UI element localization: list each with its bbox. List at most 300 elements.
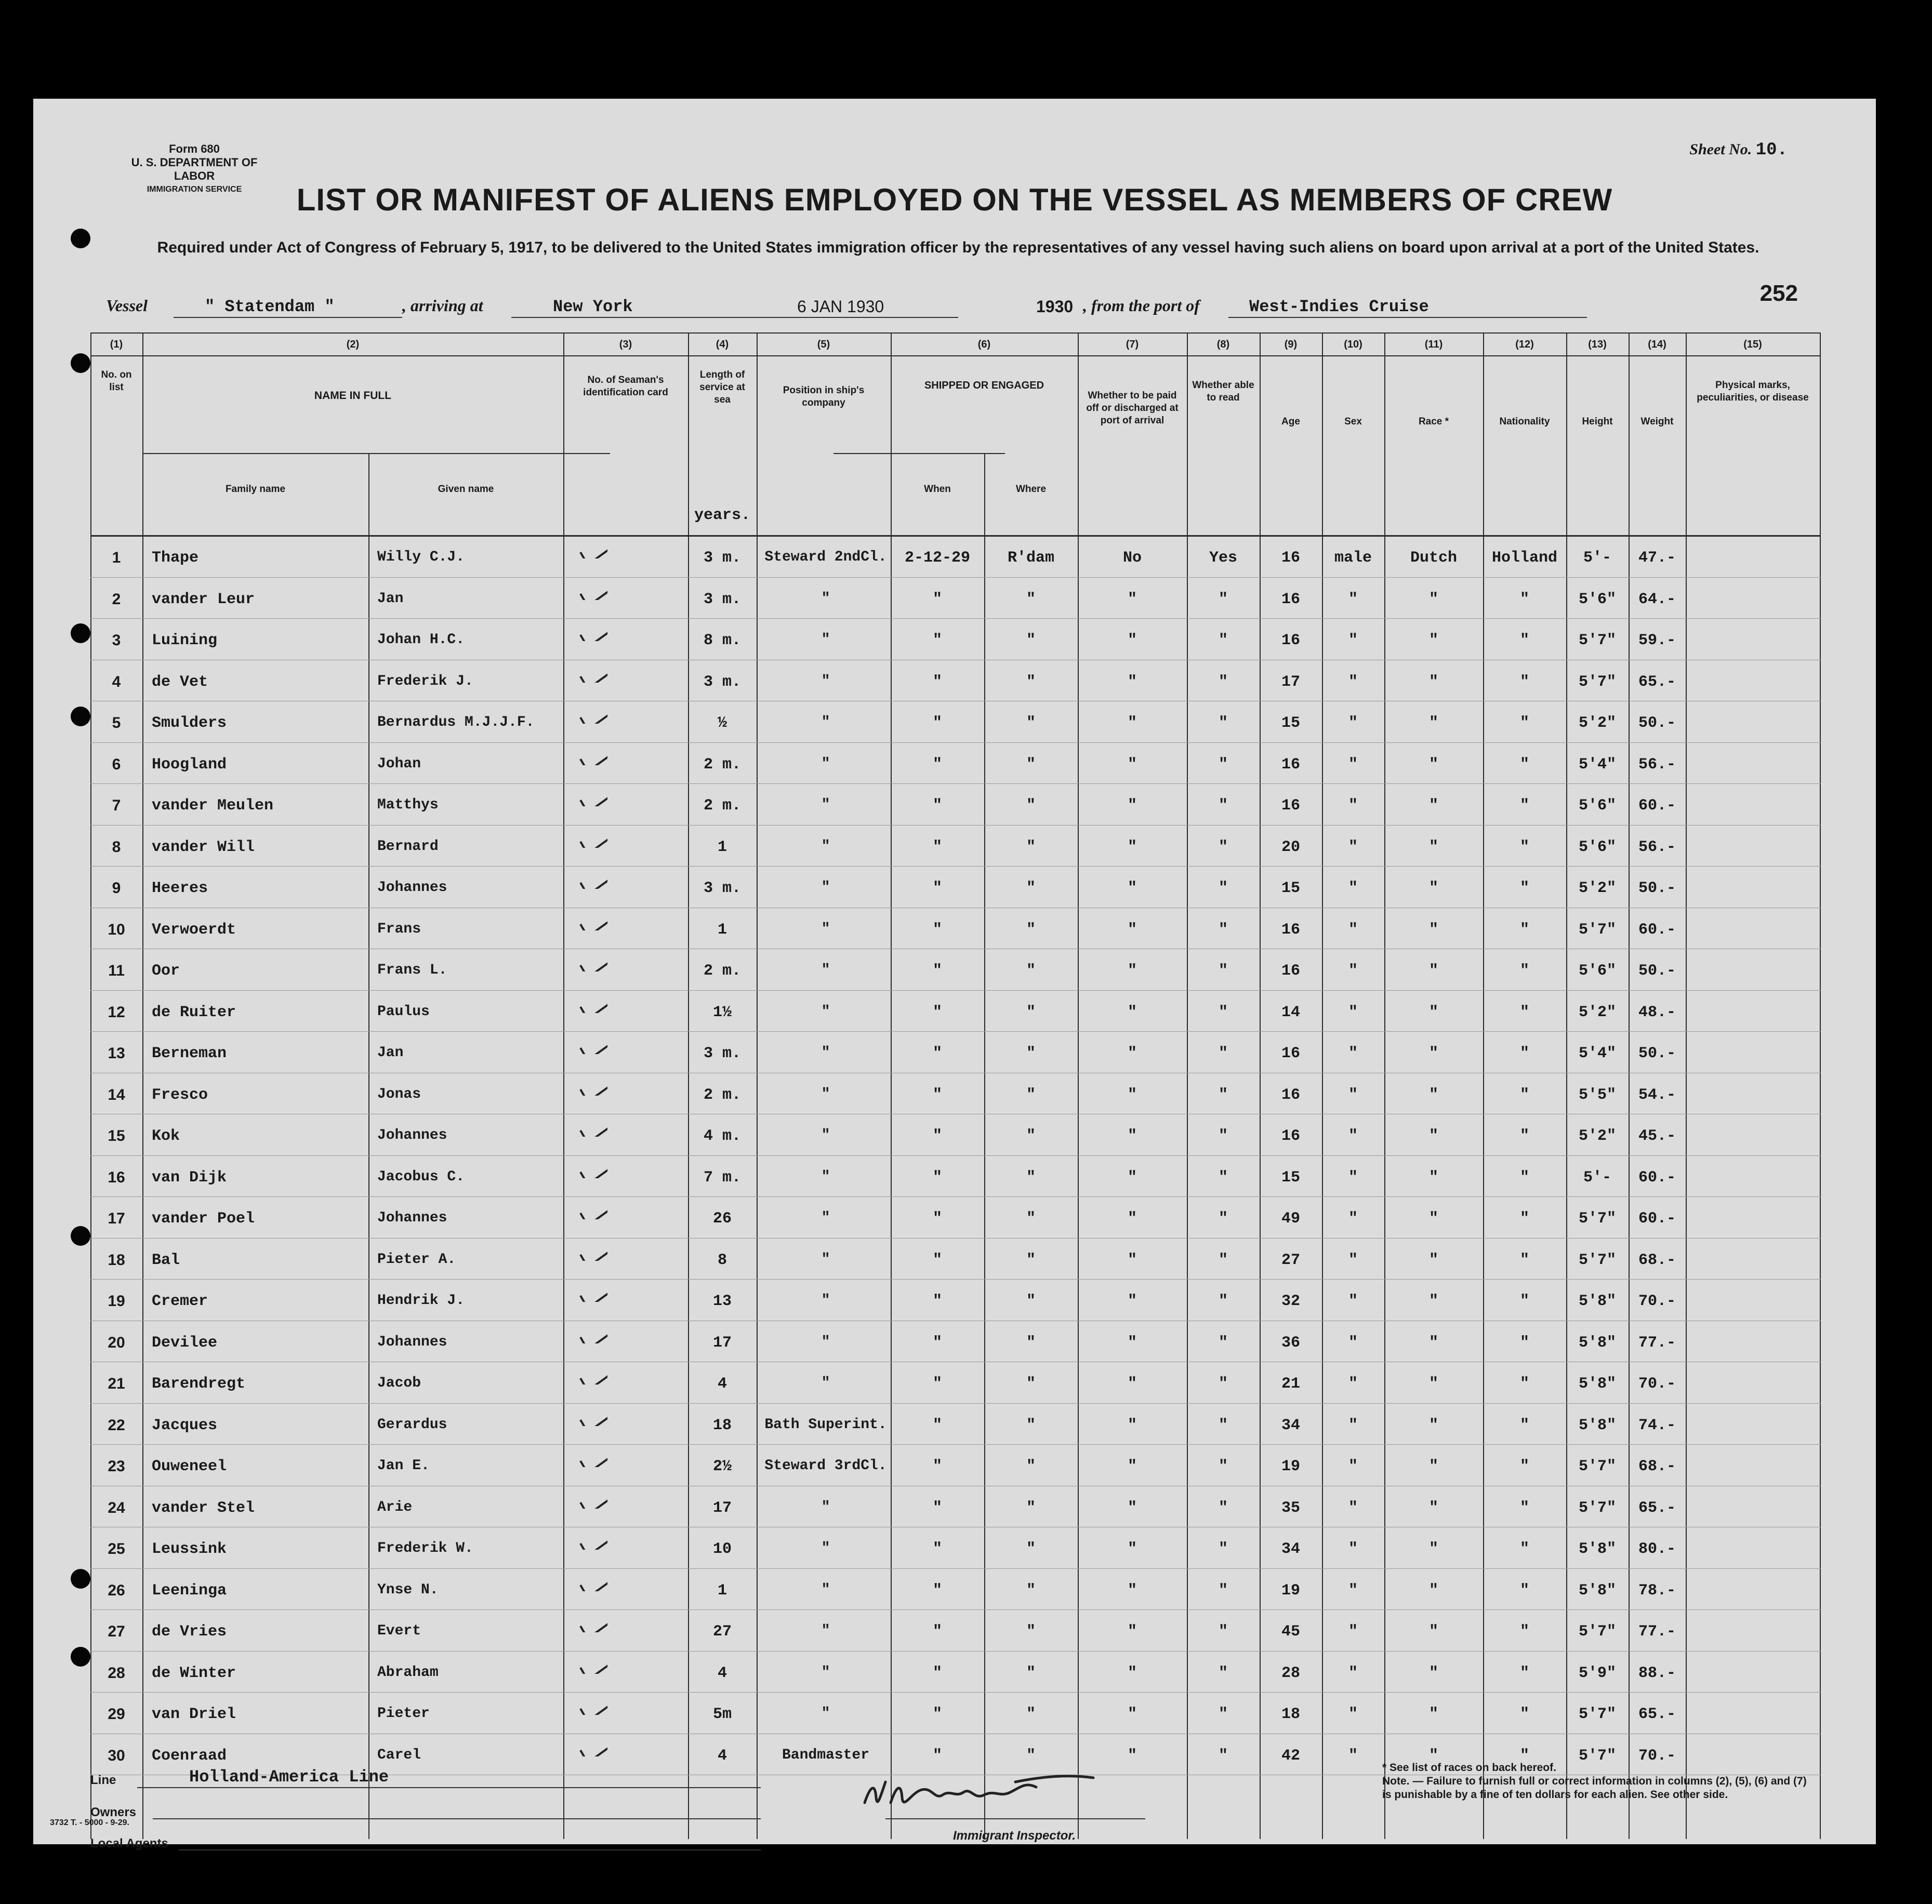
cell-age: 16 bbox=[1281, 921, 1300, 939]
cell-when: " bbox=[932, 1168, 942, 1187]
footnotes bbox=[1382, 1761, 1808, 1802]
page-number: 252 bbox=[1759, 281, 1798, 306]
cell-family: de Vries bbox=[152, 1623, 227, 1641]
cell-nationality: " bbox=[1519, 1458, 1529, 1475]
cell-position: " bbox=[821, 1623, 830, 1639]
cell-when: " bbox=[932, 1045, 942, 1062]
cell-paid: " bbox=[1127, 921, 1137, 939]
cell-read: " bbox=[1218, 1416, 1228, 1434]
cell-age: 16 bbox=[1281, 1127, 1300, 1145]
cell-position: " bbox=[821, 673, 830, 689]
cell-when: 2-12-29 bbox=[904, 549, 971, 567]
cell-age: 19 bbox=[1281, 1581, 1300, 1600]
cell-given: Jacob bbox=[377, 1375, 421, 1391]
cell-position: " bbox=[821, 880, 830, 896]
cell-sex: " bbox=[1348, 1375, 1358, 1393]
cell-given: Evert bbox=[377, 1623, 421, 1639]
cell-height: 5'7" bbox=[1578, 632, 1616, 649]
header-length-service: Length of service at sea bbox=[699, 369, 745, 405]
cell-where: " bbox=[1026, 1127, 1036, 1145]
cell-when: " bbox=[932, 838, 942, 856]
sheet-number-label: Sheet No. bbox=[1689, 141, 1752, 158]
cell-position: " bbox=[821, 921, 830, 937]
cell-nationality: " bbox=[1519, 838, 1529, 856]
header-position: Position in ship's company bbox=[783, 385, 865, 408]
cell-given: Ynse N. bbox=[377, 1581, 439, 1598]
cell-height: 5'2" bbox=[1578, 880, 1616, 897]
cell-given: Pieter A. bbox=[377, 1251, 456, 1268]
cell-service: 4 bbox=[717, 1375, 727, 1393]
cell-no: 10 bbox=[108, 921, 125, 938]
cell-given: Johan H.C. bbox=[377, 632, 465, 648]
cell-age: 28 bbox=[1281, 1664, 1300, 1682]
cell-position: " bbox=[821, 1664, 830, 1681]
cell-weight: 70.- bbox=[1638, 1747, 1676, 1765]
colnum-4: (4) bbox=[716, 339, 729, 350]
cell-sex: " bbox=[1348, 1045, 1358, 1062]
cell-height: 5'7" bbox=[1578, 1706, 1616, 1723]
cell-age: 18 bbox=[1281, 1706, 1300, 1723]
cell-where: " bbox=[1026, 1086, 1036, 1104]
header-given-name: Given name bbox=[438, 484, 494, 495]
header-shipped: SHIPPED OR ENGAGED bbox=[924, 380, 1044, 391]
cell-no: 26 bbox=[108, 1581, 125, 1599]
cell-sex: " bbox=[1348, 1210, 1358, 1228]
department: U. S. DEPARTMENT OF LABOR bbox=[131, 156, 258, 182]
cell-no: 25 bbox=[108, 1540, 125, 1557]
cell-race: " bbox=[1428, 1003, 1438, 1021]
cell-race: " bbox=[1428, 1747, 1438, 1765]
cell-service: 17 bbox=[712, 1499, 732, 1517]
cell-service: 3 m. bbox=[703, 590, 741, 608]
cell-height: 5'7" bbox=[1578, 1458, 1616, 1475]
cell-family: vander Poel bbox=[152, 1210, 255, 1228]
cell-family: Leeninga bbox=[152, 1581, 227, 1600]
cell-where: " bbox=[1026, 1003, 1036, 1021]
cell-age: 17 bbox=[1281, 673, 1300, 691]
cell-service: 26 bbox=[712, 1210, 732, 1228]
cell-sex: " bbox=[1348, 1334, 1358, 1352]
cell-sex: " bbox=[1348, 1623, 1358, 1641]
cell-sex: " bbox=[1348, 1127, 1358, 1145]
cell-sex: " bbox=[1348, 962, 1358, 980]
cell-when: " bbox=[932, 921, 942, 939]
cell-paid: " bbox=[1127, 1168, 1137, 1187]
cell-when: " bbox=[932, 962, 942, 980]
checkmark-icon bbox=[576, 615, 607, 641]
cell-height: 5'8" bbox=[1578, 1540, 1616, 1558]
header-name-in-full: NAME IN FULL bbox=[314, 390, 392, 402]
cell-nationality: " bbox=[1519, 1416, 1529, 1434]
cell-nationality: " bbox=[1519, 1375, 1529, 1393]
cell-weight: 68.- bbox=[1638, 1251, 1676, 1269]
cell-family: Jacques bbox=[152, 1416, 218, 1434]
checkmark-icon bbox=[576, 780, 607, 806]
cell-nationality: " bbox=[1519, 1086, 1529, 1104]
cell-position: " bbox=[821, 1540, 830, 1556]
cell-service: 7 m. bbox=[703, 1168, 741, 1187]
cell-nationality: " bbox=[1519, 1003, 1529, 1021]
cell-paid: " bbox=[1127, 1375, 1137, 1393]
colnum-15: (15) bbox=[1743, 339, 1762, 350]
cell-position: Steward 2ndCl. bbox=[764, 549, 887, 565]
cell-weight: 78.- bbox=[1638, 1581, 1676, 1600]
cell-race: " bbox=[1428, 1086, 1438, 1104]
cell-weight: 47.- bbox=[1638, 549, 1676, 567]
cell-when: " bbox=[932, 1127, 942, 1145]
cell-where: R'dam bbox=[1007, 549, 1054, 567]
cell-age: 16 bbox=[1281, 1086, 1300, 1104]
cell-paid: " bbox=[1127, 1540, 1137, 1558]
cell-given: Bernard bbox=[377, 838, 439, 855]
cell-service: 3 m. bbox=[703, 549, 741, 567]
cell-when: " bbox=[932, 1706, 942, 1723]
cell-read: " bbox=[1218, 1706, 1228, 1723]
checkmark-icon bbox=[576, 987, 607, 1013]
cell-position: " bbox=[821, 1210, 830, 1226]
manifest-sheet bbox=[33, 99, 1876, 1850]
checkmark-icon bbox=[576, 1400, 607, 1426]
cell-sex: " bbox=[1348, 1458, 1358, 1475]
header-id-card: No. of Seaman's identification card bbox=[583, 375, 668, 398]
cell-height: 5'6" bbox=[1578, 838, 1616, 856]
cell-nationality: " bbox=[1519, 1540, 1529, 1558]
cell-height: 5'4" bbox=[1578, 755, 1616, 774]
cell-weight: 56.- bbox=[1638, 755, 1676, 774]
cell-position: " bbox=[821, 1293, 830, 1309]
cell-race: " bbox=[1428, 921, 1438, 939]
cell-height: 5'4" bbox=[1578, 1045, 1616, 1062]
cell-race: " bbox=[1428, 1210, 1438, 1228]
cell-nationality: " bbox=[1519, 1127, 1529, 1145]
cell-nationality: " bbox=[1519, 1045, 1529, 1062]
cell-read: " bbox=[1218, 1127, 1228, 1145]
cell-position: " bbox=[821, 590, 830, 607]
cell-position: " bbox=[821, 632, 830, 648]
cell-nationality: " bbox=[1519, 673, 1529, 691]
cell-age: 35 bbox=[1281, 1499, 1300, 1517]
cell-nationality: " bbox=[1519, 755, 1529, 774]
cell-race: " bbox=[1428, 1416, 1438, 1434]
cell-height: 5'7" bbox=[1578, 673, 1616, 691]
cell-paid: " bbox=[1127, 797, 1137, 815]
cell-when: " bbox=[932, 632, 942, 649]
cell-no: 23 bbox=[108, 1458, 125, 1475]
cell-read: " bbox=[1218, 1210, 1228, 1228]
cell-nationality: " bbox=[1519, 1706, 1529, 1723]
arriving-label: , arriving at bbox=[402, 296, 483, 315]
cell-given: Frans bbox=[377, 921, 421, 937]
cell-position: " bbox=[821, 1706, 830, 1722]
punch-hole bbox=[71, 229, 90, 248]
cell-read: " bbox=[1218, 1168, 1228, 1187]
page-title: LIST OR MANIFEST OF ALIENS EMPLOYED ON THE VESSEL AS MEMBERS OF CREW bbox=[296, 182, 1613, 217]
cell-no: 19 bbox=[108, 1293, 125, 1310]
cell-position: " bbox=[821, 838, 830, 855]
cell-weight: 68.- bbox=[1638, 1458, 1676, 1475]
cell-paid: " bbox=[1127, 1003, 1137, 1021]
cell-sex: " bbox=[1348, 673, 1358, 691]
cell-weight: 65.- bbox=[1638, 1706, 1676, 1723]
cell-given: Paulus bbox=[377, 1003, 430, 1020]
header-age: Age bbox=[1281, 416, 1300, 427]
colnum-3: (3) bbox=[619, 339, 632, 350]
cell-nationality: " bbox=[1519, 714, 1529, 732]
cell-height: 5'2" bbox=[1578, 1127, 1616, 1145]
cell-where: " bbox=[1026, 1210, 1036, 1228]
colnum-5: (5) bbox=[817, 339, 830, 350]
cell-when: " bbox=[932, 1664, 942, 1682]
cell-where: " bbox=[1026, 632, 1036, 649]
cell-where: " bbox=[1026, 880, 1036, 897]
cell-position: " bbox=[821, 797, 830, 813]
cell-race: " bbox=[1428, 838, 1438, 856]
cell-service: 1 bbox=[717, 1581, 727, 1600]
cell-family: vander Will bbox=[152, 838, 255, 856]
cell-paid: " bbox=[1127, 1581, 1137, 1600]
origin-port: West-Indies Cruise bbox=[1249, 297, 1429, 316]
cell-paid: " bbox=[1127, 1127, 1137, 1145]
cell-sex: " bbox=[1348, 1293, 1358, 1310]
cell-height: 5'6" bbox=[1578, 590, 1616, 608]
cell-age: 16 bbox=[1281, 590, 1300, 608]
cell-sex: " bbox=[1348, 1706, 1358, 1723]
cell-no: 21 bbox=[108, 1375, 125, 1392]
from-label: , from the port of bbox=[1083, 296, 1200, 315]
cell-no: 17 bbox=[108, 1210, 125, 1227]
header-when: When bbox=[924, 484, 951, 495]
cell-where: " bbox=[1026, 1168, 1036, 1187]
cell-where: " bbox=[1026, 1664, 1036, 1682]
cell-read: " bbox=[1218, 755, 1228, 774]
cell-age: 21 bbox=[1281, 1375, 1300, 1393]
cell-paid: No bbox=[1122, 549, 1142, 567]
cell-read: " bbox=[1218, 1623, 1228, 1641]
crew-table bbox=[90, 332, 1821, 1782]
punch-hole bbox=[71, 1569, 90, 1589]
cell-sex: " bbox=[1348, 755, 1358, 774]
cell-height: 5'8" bbox=[1578, 1416, 1616, 1434]
cell-read: " bbox=[1218, 1293, 1228, 1310]
cell-age: 32 bbox=[1281, 1293, 1300, 1310]
cell-nationality: " bbox=[1519, 1623, 1529, 1641]
cell-paid: " bbox=[1127, 1293, 1137, 1310]
cell-family: Verwoerdt bbox=[152, 921, 236, 939]
cell-sex: " bbox=[1348, 1664, 1358, 1682]
cell-age: 15 bbox=[1281, 1168, 1300, 1187]
cell-nationality: " bbox=[1519, 590, 1529, 608]
inspector-signature bbox=[844, 1766, 1156, 1818]
cell-nationality: " bbox=[1519, 880, 1529, 897]
line-value: Holland-America Line bbox=[189, 1767, 389, 1787]
cell-race: " bbox=[1428, 1706, 1438, 1723]
cell-weight: 60.- bbox=[1638, 1168, 1676, 1187]
cell-race: " bbox=[1428, 1251, 1438, 1269]
cell-where: " bbox=[1026, 1540, 1036, 1558]
cell-no: 8 bbox=[112, 838, 121, 856]
checkmark-icon bbox=[576, 1483, 607, 1509]
cell-read: " bbox=[1218, 1045, 1228, 1062]
cell-weight: 88.- bbox=[1638, 1664, 1676, 1682]
cell-race: " bbox=[1428, 962, 1438, 980]
cell-position: " bbox=[821, 1168, 830, 1185]
cell-no: 30 bbox=[108, 1747, 125, 1764]
cell-read: " bbox=[1218, 962, 1228, 980]
cell-family: Fresco bbox=[152, 1086, 208, 1104]
form-number: Form 680 bbox=[169, 142, 220, 155]
cell-no: 18 bbox=[108, 1251, 125, 1269]
cell-age: 16 bbox=[1281, 797, 1300, 815]
header-length-unit: years. bbox=[694, 507, 751, 524]
cell-sex: " bbox=[1348, 921, 1358, 939]
cell-when: " bbox=[932, 755, 942, 774]
cell-paid: " bbox=[1127, 1086, 1137, 1104]
cell-family: de Ruiter bbox=[152, 1003, 236, 1021]
cell-age: 34 bbox=[1281, 1416, 1300, 1434]
cell-nationality: " bbox=[1519, 1664, 1529, 1682]
cell-paid: " bbox=[1127, 632, 1137, 649]
cell-family: Hoogland bbox=[152, 755, 227, 774]
owners-label: Owners bbox=[90, 1805, 137, 1819]
cell-age: 16 bbox=[1281, 632, 1300, 649]
cell-when: " bbox=[932, 1293, 942, 1310]
line-label: Line bbox=[90, 1773, 116, 1787]
checkmark-icon bbox=[576, 1606, 607, 1632]
cell-service: 17 bbox=[712, 1334, 732, 1352]
arrival-port: New York bbox=[553, 297, 633, 316]
cell-age: 19 bbox=[1281, 1458, 1300, 1475]
cell-weight: 60.- bbox=[1638, 921, 1676, 939]
punch-hole bbox=[71, 1647, 90, 1667]
cell-when: " bbox=[932, 1375, 942, 1393]
cell-given: Jan E. bbox=[377, 1458, 430, 1474]
cell-family: de Winter bbox=[152, 1664, 236, 1682]
cell-race: " bbox=[1428, 1623, 1438, 1641]
cell-read: " bbox=[1218, 1086, 1228, 1104]
cell-no: 4 bbox=[112, 673, 121, 690]
cell-race: Dutch bbox=[1410, 549, 1457, 567]
cell-sex: " bbox=[1348, 714, 1358, 732]
header-physical: Physical marks, peculiarities, or disease bbox=[1697, 380, 1809, 403]
header-weight: Weight bbox=[1640, 416, 1674, 427]
cell-when: " bbox=[932, 1458, 942, 1475]
cell-no: 2 bbox=[112, 590, 121, 608]
cell-when: " bbox=[932, 1540, 942, 1558]
sheet-number-value: 10. bbox=[1755, 140, 1788, 160]
cell-race: " bbox=[1428, 1581, 1438, 1600]
checkmark-icon bbox=[576, 1235, 607, 1261]
cell-position: " bbox=[821, 755, 830, 772]
cell-family: de Vet bbox=[152, 673, 208, 691]
cell-service: 5m bbox=[712, 1706, 732, 1723]
cell-where: " bbox=[1026, 1623, 1036, 1641]
cell-family: vander Meulen bbox=[152, 797, 274, 815]
cell-read: " bbox=[1218, 921, 1228, 939]
cell-height: 5'7" bbox=[1578, 1210, 1616, 1228]
checkmark-icon bbox=[576, 1276, 607, 1302]
cell-nationality: " bbox=[1519, 1251, 1529, 1269]
cell-where: " bbox=[1026, 1747, 1036, 1765]
cell-no: 11 bbox=[108, 962, 125, 979]
checkmark-icon bbox=[576, 1028, 607, 1054]
cell-weight: 65.- bbox=[1638, 673, 1676, 691]
cell-weight: 50.- bbox=[1638, 1045, 1676, 1062]
cell-family: Barendregt bbox=[152, 1375, 246, 1393]
cell-service: 3 m. bbox=[703, 880, 741, 897]
cell-service: 27 bbox=[712, 1623, 732, 1641]
cell-paid: " bbox=[1127, 1706, 1137, 1723]
cell-sex: " bbox=[1348, 1168, 1358, 1187]
cell-nationality: " bbox=[1519, 962, 1529, 980]
cell-height: 5'7" bbox=[1578, 1499, 1616, 1517]
cell-position: " bbox=[821, 1086, 830, 1102]
cell-service: 2 m. bbox=[703, 962, 741, 980]
note-races: * See list of races on back hereof. bbox=[1382, 1762, 1556, 1774]
cell-family: vander Stel bbox=[152, 1499, 255, 1517]
cell-no: 22 bbox=[108, 1416, 125, 1434]
cell-sex: " bbox=[1348, 1581, 1358, 1600]
cell-no: 13 bbox=[108, 1045, 125, 1062]
cell-no: 28 bbox=[108, 1664, 125, 1682]
cell-service: 2½ bbox=[712, 1458, 732, 1475]
cell-where: " bbox=[1026, 755, 1036, 774]
cell-sex: " bbox=[1348, 1251, 1358, 1269]
cell-age: 16 bbox=[1281, 962, 1300, 980]
cell-race: " bbox=[1428, 1293, 1438, 1310]
cell-position: " bbox=[821, 1003, 830, 1020]
cell-weight: 48.- bbox=[1638, 1003, 1676, 1021]
cell-when: " bbox=[932, 797, 942, 815]
header-sex: Sex bbox=[1344, 416, 1362, 427]
cell-family: Ouweneel bbox=[152, 1458, 227, 1475]
cell-no: 29 bbox=[108, 1706, 125, 1723]
cell-read: Yes bbox=[1209, 549, 1237, 567]
cell-age: 34 bbox=[1281, 1540, 1300, 1558]
cell-service: 4 bbox=[717, 1664, 727, 1682]
cell-nationality: " bbox=[1519, 1747, 1529, 1765]
cell-race: " bbox=[1428, 673, 1438, 691]
cell-paid: " bbox=[1127, 1045, 1137, 1062]
cell-weight: 50.- bbox=[1638, 880, 1676, 897]
cell-family: Cremer bbox=[152, 1293, 208, 1310]
cell-given: Frederik W. bbox=[377, 1540, 473, 1556]
cell-height: 5'7" bbox=[1578, 1251, 1616, 1269]
cell-paid: " bbox=[1127, 1747, 1137, 1765]
cell-given: Frans L. bbox=[377, 962, 447, 978]
cell-where: " bbox=[1026, 1375, 1036, 1393]
cell-sex: " bbox=[1348, 797, 1358, 815]
header-able-read: Whether able to read bbox=[1192, 380, 1254, 403]
cell-race: " bbox=[1428, 1664, 1438, 1682]
cell-when: " bbox=[932, 714, 942, 732]
cell-when: " bbox=[932, 1623, 942, 1641]
cell-race: " bbox=[1428, 1168, 1438, 1187]
checkmark-icon bbox=[576, 532, 607, 558]
cell-family: Luining bbox=[152, 632, 218, 649]
cell-weight: 74.- bbox=[1638, 1416, 1676, 1434]
cell-weight: 77.- bbox=[1638, 1334, 1676, 1352]
checkmark-icon bbox=[576, 1524, 607, 1550]
cell-position: " bbox=[821, 714, 830, 730]
cell-sex: " bbox=[1348, 880, 1358, 897]
service: IMMIGRATION SERVICE bbox=[147, 185, 242, 194]
checkmark-icon bbox=[576, 1152, 607, 1178]
checkmark-icon bbox=[576, 1730, 607, 1756]
cell-no: 27 bbox=[108, 1623, 125, 1640]
cell-weight: 70.- bbox=[1638, 1293, 1676, 1310]
cell-height: 5'8" bbox=[1578, 1334, 1616, 1352]
cell-race: " bbox=[1428, 880, 1438, 897]
